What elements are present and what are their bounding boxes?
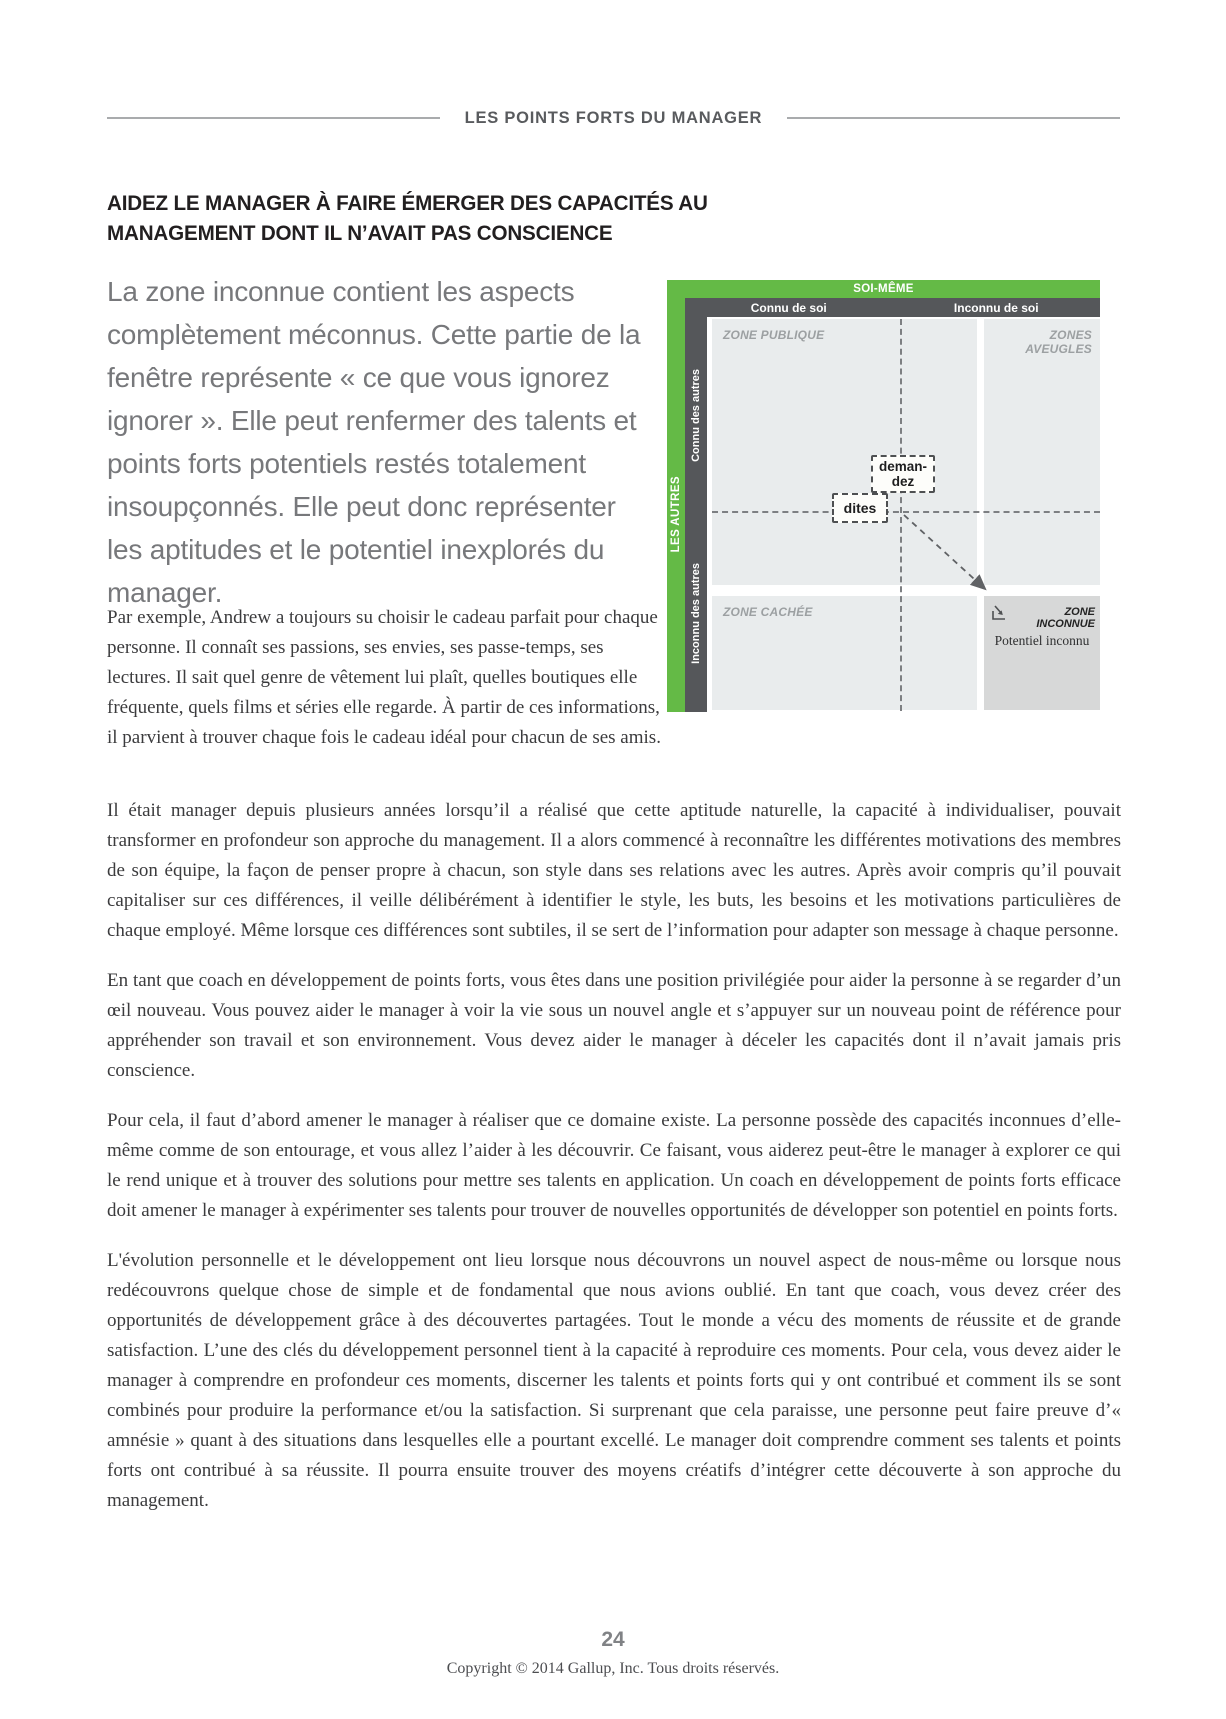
intro-paragraph: La zone inconnue contient les aspects complètement méconnus. Cette partie de la fenêtre représente « ce que vous ignorez ignorer ». Elle peut renfermer des talents et points forts potentiels restés totalement insoupçonnés. Elle peut donc représenter les aptitudes et le potentiel inexplorés du manager. [107,276,641,608]
quadrant-unknown-header [984,596,1100,630]
quadrant-blind-label: ZONES AVEUGLES [1025,328,1092,356]
quadrant-unknown-label: ZONE INCONNUE [1036,606,1095,630]
johari-window-diagram [667,280,1100,712]
quadrant-public [712,319,977,585]
axis-self-label: SOI-MÊME [853,283,914,295]
quadrant-hidden [712,596,977,710]
quadrant-blind [984,319,1100,585]
window-vertical-dashed-line [900,319,902,711]
section-heading [107,188,708,248]
body-paragraph: Pour cela, il faut d’abord amener le manager à réaliser que ce domaine existe. La personne possède des capacités inconnues d’elle-même comme de son entourage, et vous allez l’aider à les découvrir. Ce faisant, vous aiderez peut-être le manager à explorer ce qui le rend unique et à trouver des solutions pour mettre ses talents en application. Un coach en développement de points forts efficace doit amener le manager à expérimenter ses talents pour trouver de nouvelles opportunités de développer son potentiel en points forts. [107,1110,1121,1221]
window-horizontal-dashed-line [712,511,1100,513]
quadrant-unknown [984,596,1100,710]
header-rule-left [107,117,440,119]
corner-arrow-icon [989,602,1009,622]
column-headers [685,298,1100,317]
axis-self [667,280,1100,298]
ask-label-line1: deman- [878,459,927,474]
page-number: 24 [601,1628,625,1651]
axis-others-label-wrap [667,317,685,712]
body-paragraph: En tant que coach en développement de points forts, vous êtes dans une position privilégiée pour aider la personne à se regarder d’un œil nouveau. Vous pouvez aider le manager à voir la vie sous un nouvel angle et s’appuyer sur un nouveau point de référence pour appréhender son travail et son environnement. Vous devez aider le manager à déceler les capacités dont il n’avait jamais pris conscience. [107,970,1121,1081]
row-known-of-others: Connu des autres [690,369,702,463]
body-paragraph: Il était manager depuis plusieurs années lorsqu’il a réalisé que cette aptitude naturelle, la capacité à individualiser, pouvait transformer en profondeur son approche du management. Il a alors commencé à reconnaître les différentes motivations des membres de son équipe, la façon de penser propre à chacun, son style dans ses relations avec les autres. Après avoir compris qu’il pouvait capitaliser sur ces différences, il veille délibérément à identifier le style, les buts, les besoins et les motivations particulières de chaque employé. Même lorsque ces différences sont subtiles, il se sert de l’information pour adapter son message à chaque personne. [107,800,1121,941]
quadrant-hidden-label: ZONE CACHÉE [723,605,813,619]
quadrant-unknown-subtitle: Potentiel inconnu [994,633,1090,648]
body-text [107,796,1121,1536]
ask-label-box [871,455,935,493]
tell-label-box: dites [832,493,888,523]
axis-others-label: LES AUTRES [670,476,682,553]
section-heading-line1: AIDEZ LE MANAGER À FAIRE ÉMERGER DES CAPACITÉS AU [107,191,708,215]
column-known-of-self: Connu de soi [750,300,827,315]
ask-label-line2: dez [891,474,915,489]
copyright-line: Copyright © 2014 Gallup, Inc. Tous droits réservés. [446,1660,780,1677]
row-headers [685,317,707,712]
example-paragraph: Par exemple, Andrew a toujours su choisir le cadeau parfait pour chaque personne. Il connaît ses passions, ses envies, ses passe-temps, ses lectures. Il sait quel genre de vêtement lui plaît, quelles boutiques elle fréquente, quels films et séries elle regarde. À partir de ces informations, il parvient à trouver chaque fois le cadeau idéal pour chacun de ses amis. [107,607,661,748]
row-unknown-of-others: Inconnu des autres [690,562,702,664]
quadrant-public-label: ZONE PUBLIQUE [723,328,825,342]
body-paragraph: L'évolution personnelle et le développement ont lieu lorsque nous découvrons un nouvel aspect de nous-même ou lorsque nous redécouvrons quelque chose de simple et de fondamental que nous avions oublié. En tant que coach, vous devez créer des opportunités de développement grâce à des découvertes partagées. Tout le monde a vécu des moments de réussite et de grande satisfaction. L’une des clés du développement personnel tient à la capacité à reproduire ces moments. Pour cela, vous devez aider le manager à comprendre en profondeur ces moments, discerner les talents et points forts qui y ont contribué et comment ils se sont combinés pour produire la performance et/ou la satisfaction. Si surprenant que cela paraisse, une personne peut faire preuve d’« amnésie » quant à des situations dans lesquelles elle a pourtant excellé. Le manager doit comprendre comment ses talents et points forts ont contribué à sa réussite. Il pourra ensuite trouver des moyens créatifs d’intégrer cette découverte à son approche du management. [107,1250,1121,1511]
running-header-title: LES POINTS FORTS DU MANAGER [464,108,763,127]
running-header [107,108,1120,128]
section-heading-line2: MANAGEMENT DONT IL N’AVAIT PAS CONSCIENCE [107,221,613,245]
column-unknown-of-self: Inconnu de soi [953,300,1039,315]
header-rule-right [787,117,1120,119]
